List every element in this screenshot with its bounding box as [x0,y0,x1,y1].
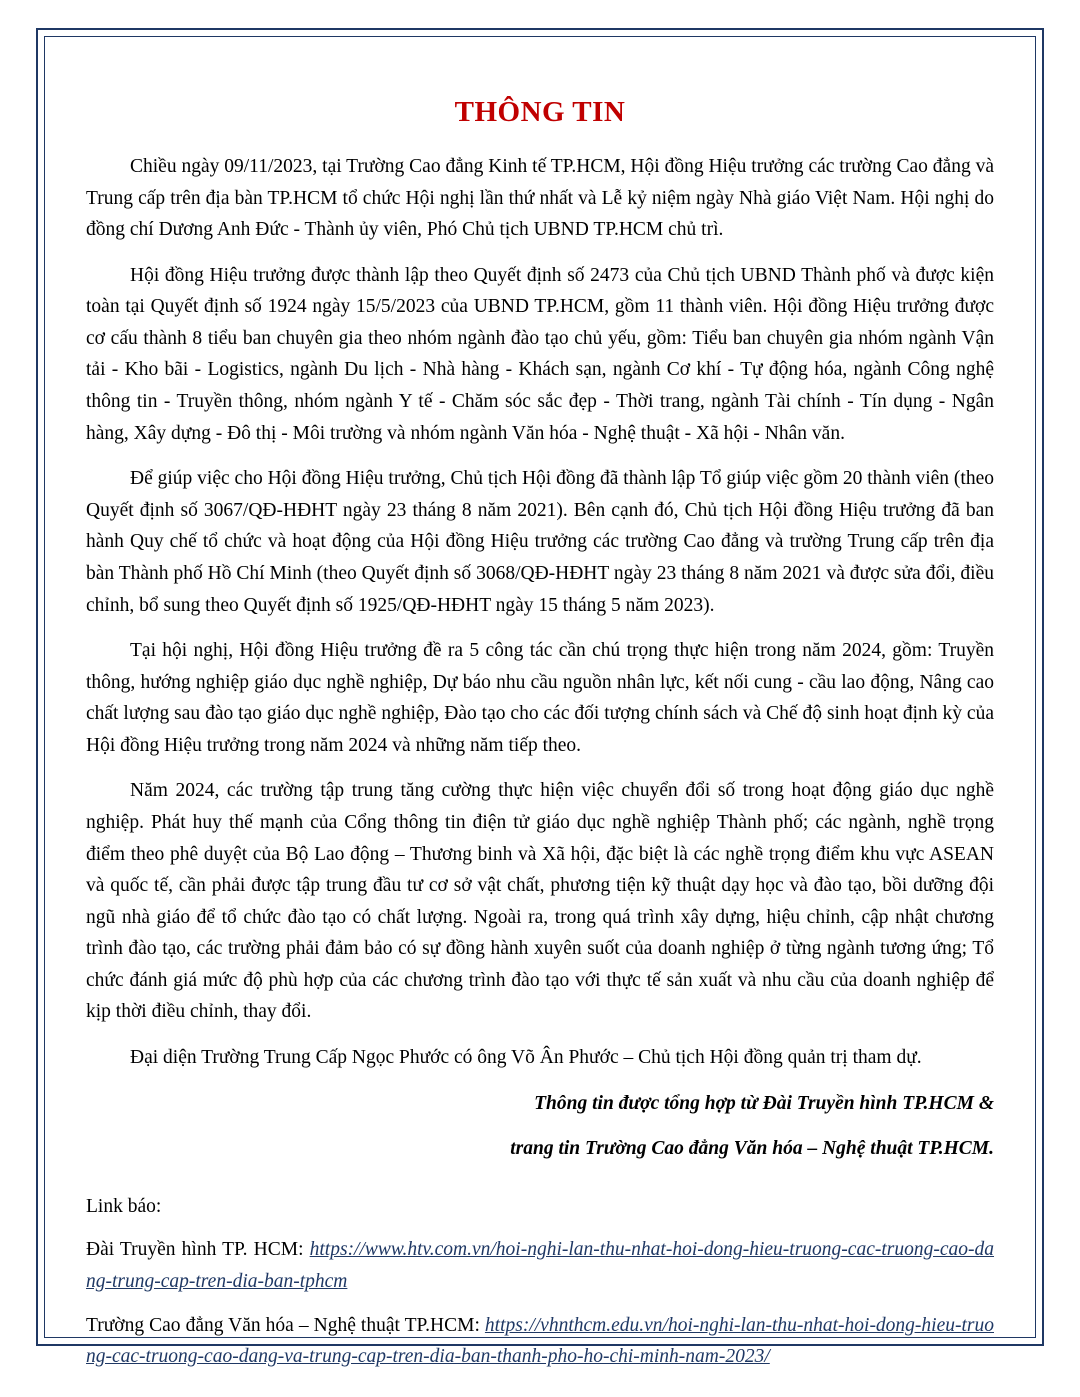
link-url-htv[interactable]: https://www.htv.com.vn/hoi-nghi-lan-thu-nhat-hoi-dong-hieu-truong-cac-truong-cao-dang-trung-cap-tren-dia-ban-tphcm [86,1239,995,1292]
link-item-vhnt [86,1310,994,1373]
paragraph-3: Để giúp việc cho Hội đồng Hiệu trưởng, Chủ tịch Hội đồng đã thành lập Tổ giúp việc gồm 20 thành viên (theo Quyết định số 3067/QĐ-HĐHT ngày 23 tháng 8 năm 2021). Bên cạnh đó, Chủ tịch Hội đồng Hiệu trưởng đã ban hành Quy chế tổ chức và hoạt động của Hội đồng Hiệu trưởng các trường Cao đẳng và trường Trung cấp trên địa bàn Thành phố Hồ Chí Minh (theo Quyết định số 3068/QĐ-HĐHT ngày 23 tháng 8 năm 2021 và được sửa đổi, điều chỉnh, bổ sung theo Quyết định số 1925/QĐ-HĐHT ngày 15 tháng 5 năm 2023). [86,468,994,616]
source-attribution-line-2: trang tin Trường Cao đẳng Văn hóa – Nghệ thuật TP.HCM. [510,1138,994,1160]
source-attribution-line-1: Thông tin được tổng hợp từ Đài Truyền hình TP.HCM & [534,1092,994,1114]
link-label-vhnt: Trường Cao đẳng Văn hóa – Nghệ thuật TP.HCM: [86,1314,480,1336]
paragraph-2: Hội đồng Hiệu trưởng được thành lập theo Quyết định số 2473 của Chủ tịch UBND Thành phố và được kiện toàn tại Quyết định số 1924 ngày 15/5/2023 của UBND TP.HCM, gồm 11 thành viên. Hội đồng Hiệu trưởng được cơ cấu thành 8 tiểu ban chuyên gia theo nhóm ngành đào tạo chủ yếu, gồm: Tiểu ban chuyên gia nhóm ngành Vận tải - Kho bãi - Logistics, ngành Du lịch - Nhà hàng - Khách sạn, ngành Cơ khí - Tự động hóa, ngành Công nghệ thông tin - Truyền thông, nhóm ngành Y tế - Chăm sóc sắc đẹp - Thời trang, ngành Tài chính - Tín dụng - Ngân hàng, Xây dựng - Đô thị - Môi trường và nhóm ngành Văn hóa - Nghệ thuật - Xã hội - Nhân văn. [86,264,994,444]
paragraph-4: Tại hội nghị, Hội đồng Hiệu trưởng đề ra 5 công tác cần chú trọng thực hiện trong năm 2024, gồm: Truyền thông, hướng nghiệp giáo dục nghề nghiệp, Dự báo nhu cầu nguồn nhân lực, kết nối cung - cầu lao động, Nâng cao chất lượng sau đào tạo giáo dục nghề nghiệp, Đào tạo cho các đối tượng chính sách và Chế độ sinh hoạt định kỳ của Hội đồng Hiệu trưởng trong năm 2024 và những năm tiếp theo. [86,640,994,756]
document-body [86,96,994,1385]
paragraph-5: Năm 2024, các trường tập trung tăng cường thực hiện việc chuyển đổi số trong hoạt động giáo dục nghề nghiệp. Phát huy thế mạnh của Cổng thông tin điện tử giáo dục nghề nghiệp Thành phố; các ngành, nghề trọng điểm theo phê duyệt của Bộ Lao động – Thương binh và Xã hội, đặc biệt là các nghề trọng điểm khu vực ASEAN và quốc tế, cần phải được tập trung đầu tư cơ sở vật chất, phương tiện kỹ thuật dạy học và đào tạo, bồi dưỡng đội ngũ nhà giáo để tổ chức đào tạo có chất lượng. Ngoài ra, trong quá trình xây dựng, hiệu chỉnh, cập nhật chương trình đào tạo, các trường phải đảm bảo có sự đồng hành xuyên suốt của doanh nghiệp ở từng ngành tương ứng; Tổ chức đánh giá mức độ phù hợp của các chương trình đào tạo với thực tế sản xuất và nhu cầu của doanh nghiệp để kịp thời điều chỉnh, thay đổi. [86,780,994,1023]
links-section-label: Link báo: [86,1195,162,1217]
link-url-vhnt[interactable]: https://vhnthcm.edu.vn/hoi-nghi-lan-thu-nhat-hoi-dong-hieu-truong-cac-truong-cao-dang-va-trung-cap-tren-dia-ban-thanh-pho-ho-chi-minh-nam-2023/ [86,1314,994,1368]
page-title: THÔNG TIN [454,96,626,128]
link-item-htv [86,1234,994,1297]
link-label-htv: Đài Truyền hình TP. HCM: [86,1239,304,1261]
paragraph-6: Đại diện Trường Trung Cấp Ngọc Phước có ông Võ Ân Phước – Chủ tịch Hội đồng quản trị tham dự. [130,1047,922,1069]
paragraph-1: Chiều ngày 09/11/2023, tại Trường Cao đẳng Kinh tế TP.HCM, Hội đồng Hiệu trưởng các trường Cao đẳng và Trung cấp trên địa bàn TP.HCM tổ chức Hội nghị lần thứ nhất và Lễ kỷ niệm ngày Nhà giáo Việt Nam. Hội nghị do đồng chí Dương Anh Đức - Thành ủy viên, Phó Chủ tịch UBND TP.HCM chủ trì. [86,156,994,241]
